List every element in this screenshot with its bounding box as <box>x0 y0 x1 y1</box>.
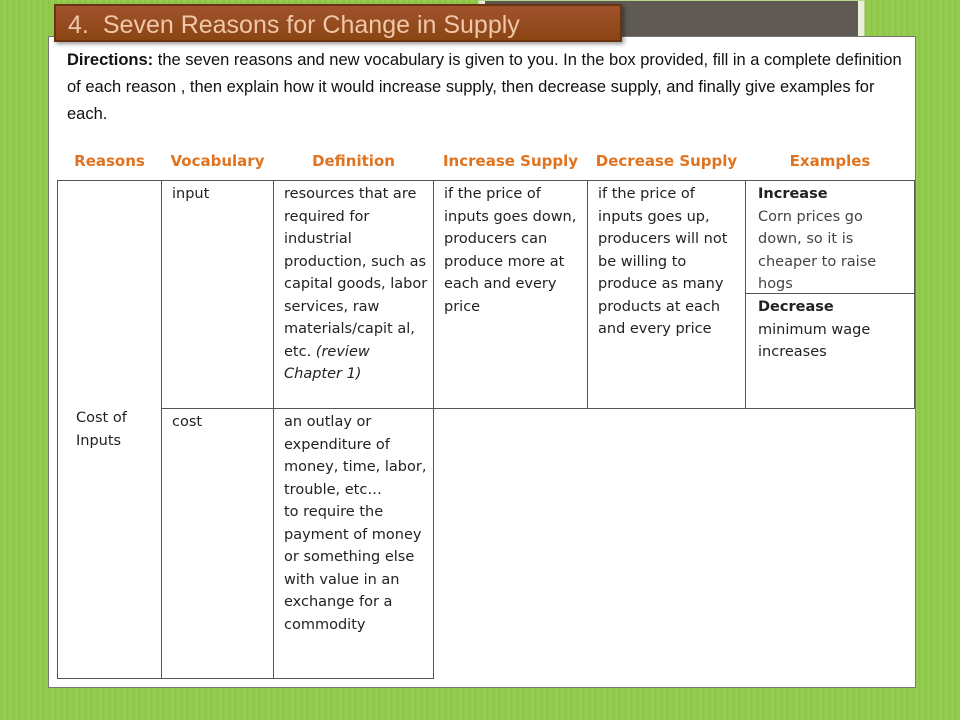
title-number: 4. <box>68 11 89 39</box>
definition-text-2: to require the payment of money or something else with value in an exchange for a commodity <box>284 504 422 633</box>
directions-text <box>67 47 907 128</box>
definition-note: (review Chapter 1) <box>284 343 370 382</box>
definition-cell[interactable] <box>274 181 434 409</box>
example-increase-label: Increase <box>758 186 828 202</box>
supply-table <box>57 142 915 679</box>
example-increase-text: Corn prices go down, so it is cheaper to raise hogs <box>758 208 877 292</box>
definition-cell[interactable] <box>274 409 434 679</box>
directions-label: Directions: <box>67 51 154 69</box>
reason-cell[interactable]: Cost of Inputs <box>58 181 162 679</box>
example-increase <box>746 181 914 293</box>
header-reasons: Reasons <box>58 142 162 181</box>
header-vocabulary: Vocabulary <box>162 142 274 181</box>
table-header-row <box>58 142 915 181</box>
example-decrease-text: minimum wage increases <box>758 321 871 360</box>
examples-cell[interactable] <box>746 181 915 409</box>
header-examples: Examples <box>746 142 915 181</box>
vocabulary-cell[interactable]: input <box>162 181 274 409</box>
table-row <box>58 181 915 409</box>
header-decrease-supply: Decrease Supply <box>588 142 746 181</box>
definition-text: an outlay or expenditure of money, time, labor, trouble, etc… <box>284 414 427 498</box>
example-decrease <box>746 293 914 368</box>
table-row <box>58 409 915 679</box>
increase-supply-cell[interactable]: if the price of inputs goes down, producers can produce more at each and every price <box>434 181 588 409</box>
worksheet <box>48 36 916 688</box>
header-increase-supply: Increase Supply <box>434 142 588 181</box>
empty-answer-cell[interactable] <box>434 409 915 679</box>
slide-title <box>54 4 622 42</box>
example-decrease-label: Decrease <box>758 299 834 315</box>
header-definition: Definition <box>274 142 434 181</box>
decrease-supply-cell[interactable]: if the price of inputs goes up, producers will not be willing to produce as many products at each and every price <box>588 181 746 409</box>
title-text: Seven Reasons for Change in Supply <box>102 11 520 39</box>
vocabulary-cell[interactable]: cost <box>162 409 274 679</box>
directions-body: the seven reasons and new vocabulary is given to you. In the box provided, fill in a complete definition of each reason , then explain how it would increase supply, then decrease supply, and finally give examples for each. <box>67 51 902 123</box>
definition-text: resources that are required for industrial production, such as capital goods, labor services, raw materials/capit al, etc. <box>284 186 428 360</box>
